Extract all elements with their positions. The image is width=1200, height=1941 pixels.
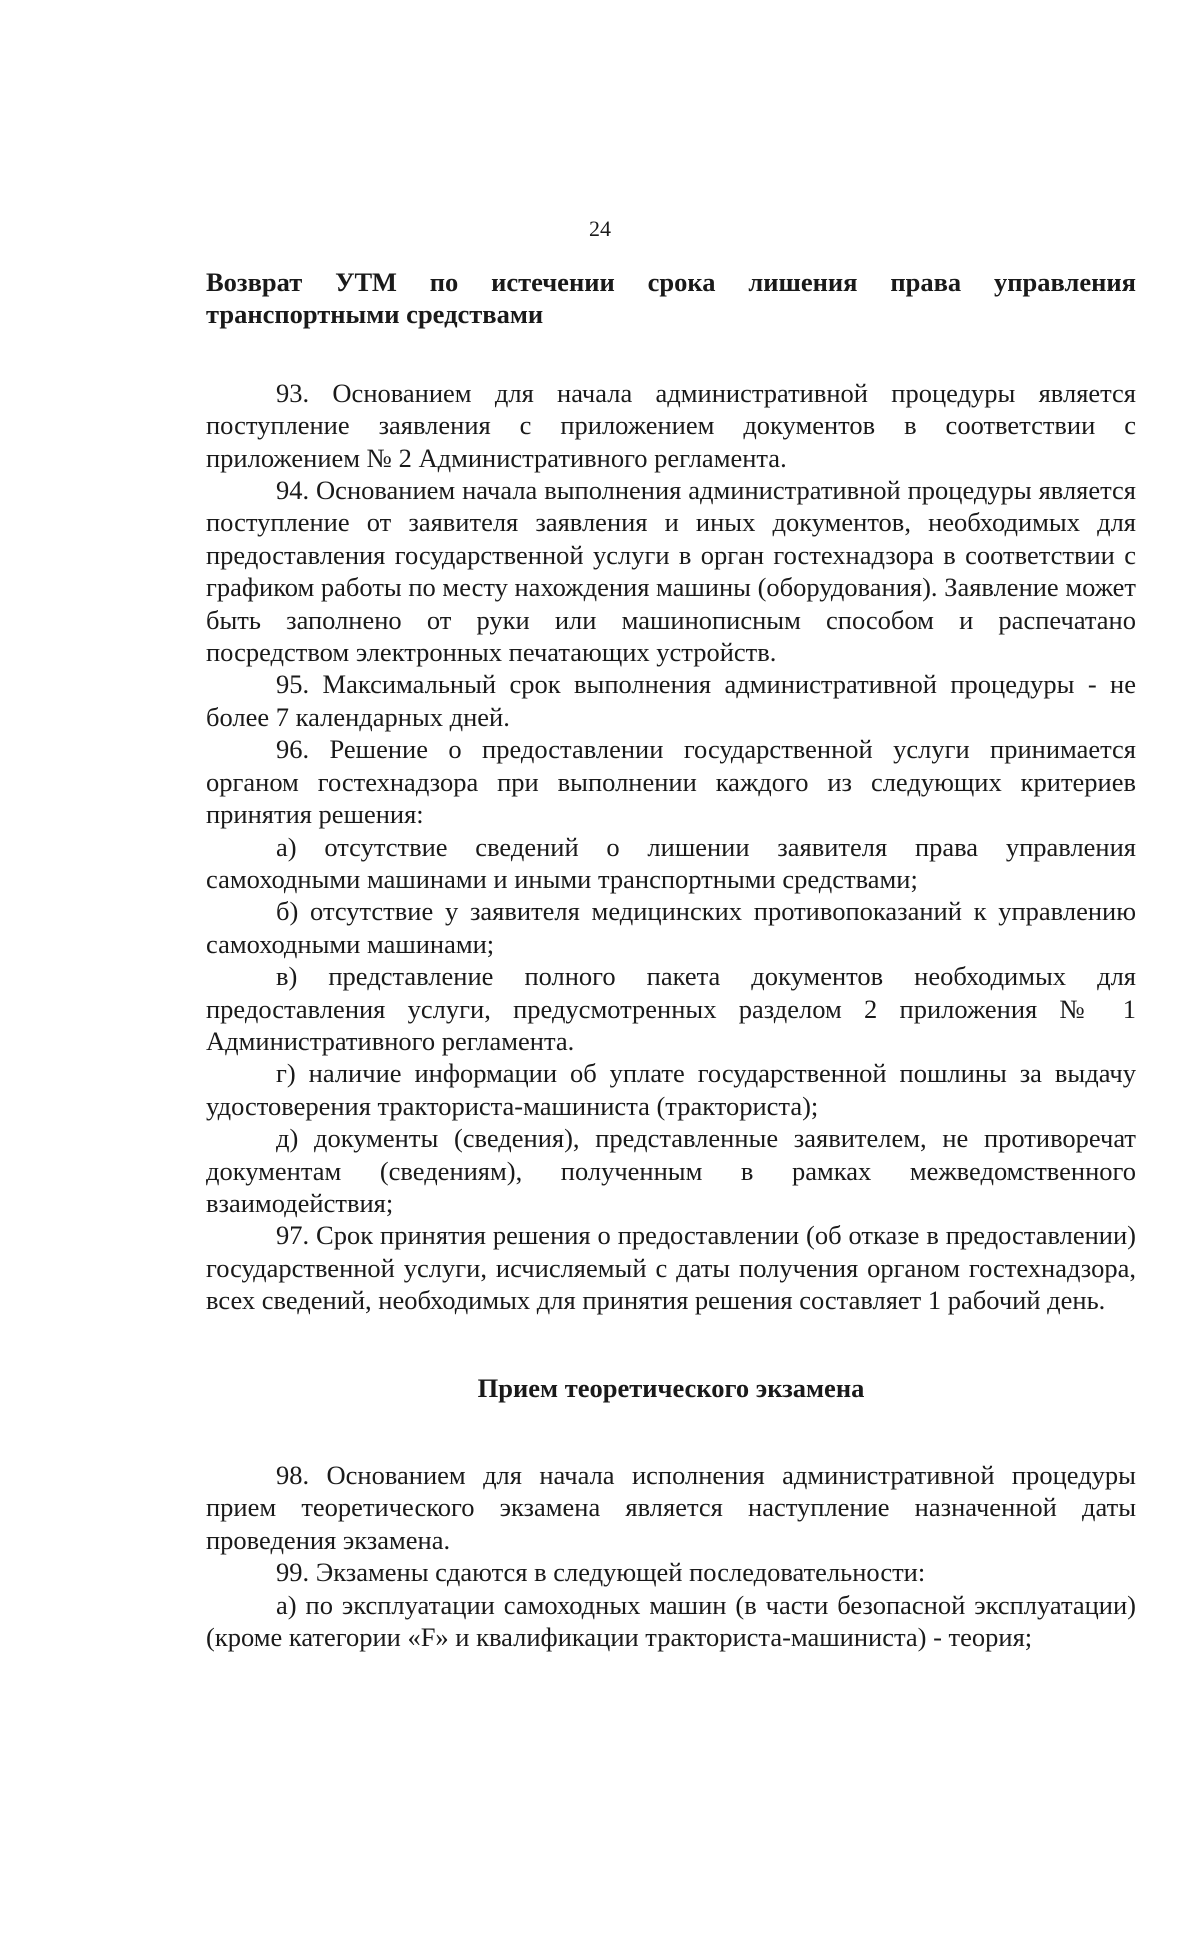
paragraph: 95. Максимальный срок выполнения административной процедуры - не более 7 календарных дней.: [206, 669, 1136, 732]
paragraph: 96. Решение о предоставлении государственной услуги принимается органом гостехнадзора при выполнении каждого из следующих критериев принятия решения:: [206, 734, 1136, 830]
list-item: а) отсутствие сведений о лишении заявителя права управления самоходными машинами и иными транспортными средствами;: [206, 831, 1136, 894]
section-heading-return-utm: Возврат УТМ по истечении срока лишения права управления транспортными средствами: [206, 267, 1136, 330]
paragraph: 97. Срок принятия решения о предоставлении (об отказе в предоставлении) государственной услуги, исчисляемый с даты получения органом гостехнадзора, всех сведений, необходимых для принятия решения составляет 1 рабочий день.: [206, 1220, 1136, 1316]
section-heading-theory-exam: Прием теоретического экзамена: [477, 1372, 865, 1403]
paragraph: 99. Экзамены сдаются в следующей последовательности:: [276, 1557, 926, 1588]
list-item: а) по эксплуатации самоходных машин (в части безопасной эксплуатации) (кроме категории «F» и квалификации тракториста-машиниста) - теория;: [206, 1589, 1136, 1653]
paragraph: 98. Основанием для начала исполнения административной процедуры прием теоретического экзамена является наступление назначенной даты проведения экзамена.: [206, 1460, 1136, 1555]
list-item: д) документы (сведения), представленные заявителем, не противоречат документам (сведениям), полученным в рамках межведомственного взаимодействия;: [206, 1123, 1136, 1218]
list-item: в) представление полного пакета документов необходимых для предоставления услуги, предусмотренных разделом 2 приложения № 1 Административного регламента.: [206, 961, 1136, 1056]
section-body-theory-exam: [206, 1459, 1136, 1653]
paragraph: 93. Основанием для начала административной процедуры является поступление заявления с приложением документов в соответствии с приложением № 2 Административного регламента.: [206, 377, 1136, 473]
paragraph: 94. Основанием начала выполнения административной процедуры является поступление от заявителя заявления и иных документов, необходимых для предоставления государственной услуги в орган гостехнадзора в соответствии с графиком работы по месту нахождения машины (оборудования). Заявление может быть заполнено от руки или машинописным способом и распечатано посредством электронных печатающих устройств.: [206, 475, 1136, 668]
list-item: г) наличие информации об уплате государственной пошлины за выдачу удостоверения тракториста-машиниста (тракториста);: [206, 1058, 1136, 1121]
section-body-return-utm: [206, 377, 1136, 1317]
list-item: б) отсутствие у заявителя медицинских противопоказаний к управлению самоходными машинами;: [206, 896, 1136, 959]
page-number: 24: [589, 216, 611, 241]
page-content: [206, 266, 1136, 1653]
